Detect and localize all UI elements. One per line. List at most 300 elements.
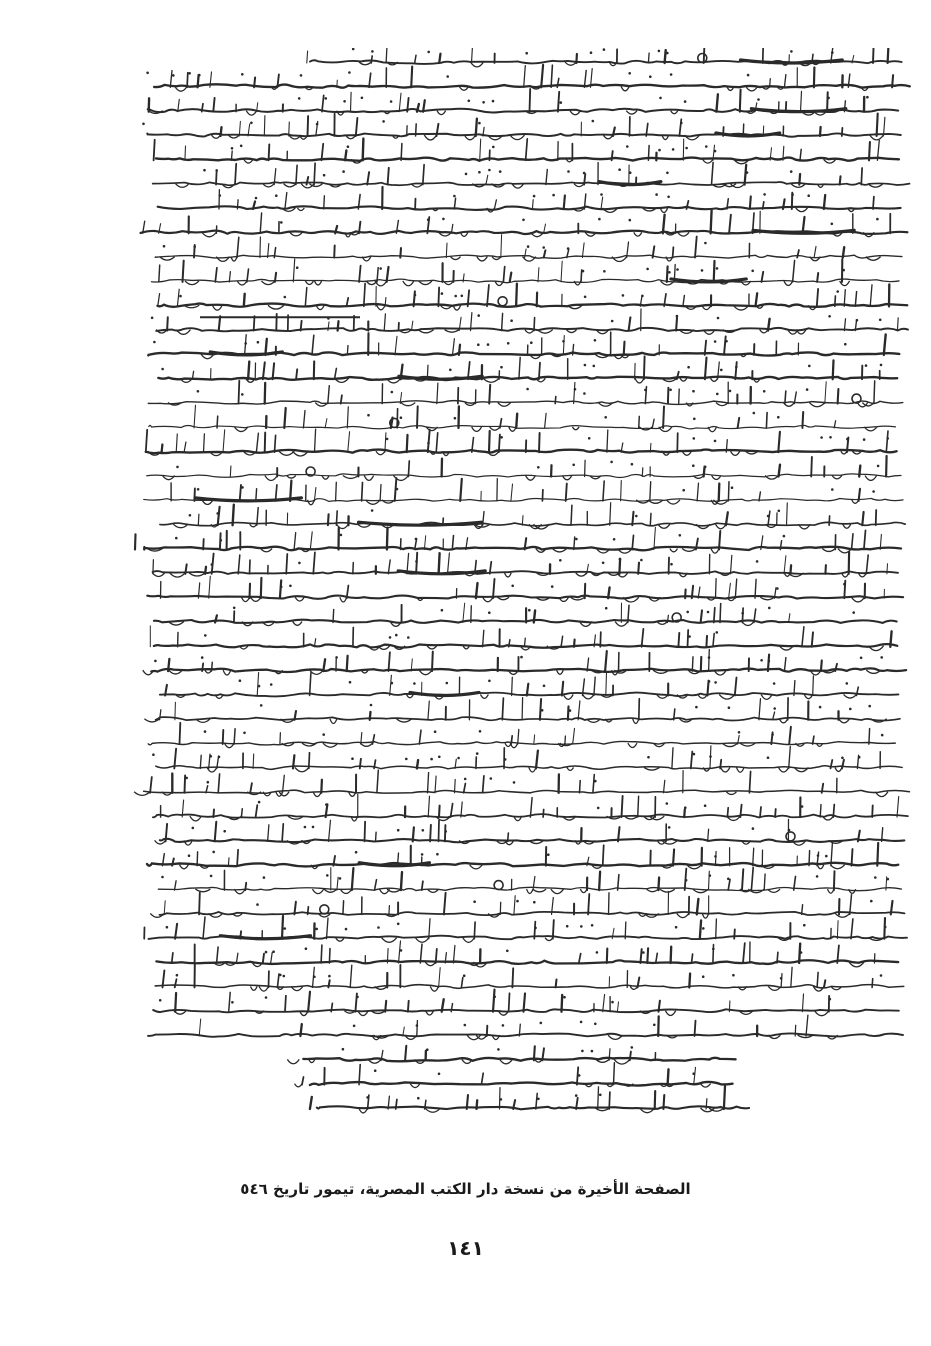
ink-dot bbox=[241, 486, 244, 489]
ink-dot bbox=[676, 268, 679, 271]
ink-stroke bbox=[763, 202, 764, 209]
ink-stroke bbox=[802, 994, 803, 1012]
ink-stroke bbox=[784, 556, 786, 574]
ink-dot bbox=[192, 827, 195, 830]
ink-stroke bbox=[487, 1026, 488, 1036]
ink-stroke bbox=[158, 206, 901, 210]
ink-stroke bbox=[268, 825, 269, 842]
ink-stroke bbox=[833, 805, 834, 818]
ink-dot bbox=[547, 853, 550, 856]
ink-stroke bbox=[362, 482, 363, 501]
ink-stroke bbox=[343, 901, 344, 915]
ink-stroke bbox=[571, 505, 572, 525]
ink-stroke bbox=[760, 807, 761, 817]
ink-dot bbox=[708, 656, 711, 659]
ink-dot bbox=[427, 51, 430, 54]
ink-dot bbox=[670, 563, 673, 566]
ink-dot bbox=[426, 1048, 429, 1051]
ink-stroke bbox=[869, 142, 870, 160]
ink-stroke bbox=[644, 356, 645, 379]
ink-stroke bbox=[154, 644, 897, 648]
ink-dot bbox=[500, 436, 503, 439]
ink-stroke bbox=[312, 889, 323, 894]
ink-stroke bbox=[223, 430, 225, 452]
ink-stroke bbox=[508, 833, 509, 841]
ink-stroke bbox=[217, 947, 219, 963]
ink-dot bbox=[395, 634, 398, 637]
ink-stroke bbox=[817, 289, 818, 306]
ink-stroke bbox=[825, 565, 826, 574]
ink-stroke bbox=[385, 298, 386, 307]
ink-dot bbox=[391, 391, 394, 394]
ink-dot bbox=[567, 170, 570, 173]
ink-dot bbox=[659, 97, 662, 100]
ink-dot bbox=[591, 924, 594, 927]
ink-stroke bbox=[396, 1100, 397, 1110]
ink-stroke bbox=[793, 260, 795, 282]
ink-stroke bbox=[572, 427, 579, 430]
ink-dot bbox=[566, 925, 569, 928]
ink-stroke bbox=[665, 1011, 675, 1016]
ink-dot bbox=[497, 1048, 500, 1051]
ink-stroke bbox=[307, 51, 308, 63]
ink-dot bbox=[672, 148, 675, 151]
ink-stroke bbox=[198, 514, 199, 525]
ink-stroke bbox=[189, 573, 205, 576]
ink-dot bbox=[161, 368, 164, 371]
ink-stroke bbox=[509, 993, 510, 1012]
ink-stroke bbox=[706, 636, 707, 647]
ink-dot bbox=[284, 296, 287, 299]
ink-stroke bbox=[199, 893, 200, 915]
ink-dot bbox=[580, 925, 583, 928]
ink-stroke bbox=[417, 406, 418, 428]
ink-dot bbox=[668, 826, 671, 829]
ink-stroke bbox=[195, 889, 210, 892]
ink-dot bbox=[771, 733, 774, 736]
ink-dot bbox=[537, 1098, 540, 1101]
manuscript-page-image bbox=[120, 48, 920, 1168]
ink-dot bbox=[619, 558, 622, 561]
ink-dot bbox=[477, 343, 480, 346]
ink-stroke bbox=[328, 386, 330, 404]
ink-dot bbox=[714, 681, 717, 684]
ink-stroke bbox=[467, 1095, 468, 1109]
ink-stroke bbox=[295, 711, 297, 720]
ink-dot bbox=[265, 951, 268, 954]
ink-stroke bbox=[787, 503, 788, 525]
ink-stroke bbox=[852, 849, 853, 866]
ink-stroke bbox=[417, 1021, 418, 1036]
ink-stroke bbox=[388, 168, 389, 185]
ink-dot bbox=[778, 510, 781, 513]
ink-dot bbox=[441, 292, 444, 295]
ink-dot bbox=[583, 172, 586, 175]
ink-stroke bbox=[172, 953, 173, 963]
ink-stroke bbox=[348, 432, 350, 453]
ink-dot bbox=[142, 123, 145, 126]
ink-dot bbox=[527, 245, 530, 248]
ink-stroke bbox=[700, 1084, 710, 1087]
ink-stroke bbox=[574, 184, 584, 187]
ink-dot bbox=[493, 996, 496, 999]
ink-stroke bbox=[313, 552, 315, 573]
ink-stroke bbox=[213, 810, 214, 818]
ink-stroke bbox=[510, 273, 512, 282]
ink-dot bbox=[216, 512, 219, 515]
ink-stroke bbox=[308, 907, 309, 915]
ink-stroke bbox=[256, 433, 258, 452]
ink-stroke bbox=[815, 1011, 829, 1016]
ink-stroke bbox=[437, 383, 438, 404]
ink-stroke bbox=[742, 608, 743, 622]
manuscript-line bbox=[153, 794, 908, 821]
ink-dot bbox=[272, 950, 275, 953]
ink-dot bbox=[716, 631, 719, 634]
ink-stroke bbox=[706, 1099, 707, 1109]
ink-dot bbox=[692, 464, 695, 467]
ink-stroke bbox=[254, 316, 255, 331]
ink-dot bbox=[584, 364, 587, 367]
ink-stroke bbox=[534, 1046, 535, 1060]
ink-stroke bbox=[490, 427, 500, 430]
ink-dot bbox=[863, 438, 866, 441]
ink-stroke bbox=[233, 505, 234, 526]
ink-dot bbox=[243, 732, 246, 735]
manuscript-line bbox=[148, 723, 895, 748]
ink-dot bbox=[596, 951, 599, 954]
ink-stroke bbox=[716, 524, 726, 529]
manuscript-line bbox=[152, 746, 902, 772]
ink-stroke bbox=[713, 945, 714, 963]
ink-stroke bbox=[279, 451, 294, 455]
ink-dot bbox=[366, 1096, 369, 1099]
ink-dot bbox=[210, 875, 213, 878]
manuscript-line bbox=[154, 603, 897, 626]
ink-dot bbox=[500, 1098, 503, 1101]
ink-stroke bbox=[785, 391, 786, 404]
ink-stroke bbox=[221, 127, 222, 136]
manuscript-line bbox=[295, 1063, 733, 1088]
ink-stroke bbox=[205, 567, 206, 574]
ink-stroke bbox=[422, 881, 423, 890]
ink-stroke bbox=[607, 430, 608, 452]
ink-stroke bbox=[237, 200, 238, 209]
ink-stroke bbox=[244, 294, 245, 307]
ink-dot bbox=[500, 366, 503, 369]
ink-dot bbox=[434, 730, 437, 733]
ink-stroke bbox=[773, 712, 775, 720]
ink-dot bbox=[582, 270, 585, 273]
ink-stroke bbox=[310, 673, 311, 696]
ink-dot bbox=[669, 389, 672, 392]
ink-dot bbox=[591, 1050, 594, 1053]
ink-stroke bbox=[843, 524, 851, 528]
ink-dot bbox=[482, 101, 485, 104]
ink-stroke bbox=[240, 485, 241, 501]
ink-stroke bbox=[671, 947, 672, 963]
rosette-separator bbox=[698, 54, 707, 63]
ink-stroke bbox=[175, 924, 177, 939]
ink-stroke bbox=[850, 895, 852, 915]
ink-stroke bbox=[229, 272, 230, 282]
ink-dot bbox=[603, 270, 606, 273]
ink-stroke bbox=[791, 967, 792, 987]
ink-stroke bbox=[608, 587, 610, 598]
ink-dot bbox=[240, 145, 243, 148]
ink-stroke bbox=[784, 281, 793, 286]
ink-dot bbox=[640, 559, 643, 562]
ink-stroke bbox=[436, 433, 438, 452]
ink-dot bbox=[816, 875, 819, 878]
ink-stroke bbox=[724, 1086, 725, 1109]
ink-dot bbox=[717, 317, 720, 320]
ink-stroke bbox=[705, 358, 707, 380]
ink-dot bbox=[313, 976, 316, 979]
ink-dot bbox=[197, 390, 200, 393]
ink-stroke bbox=[254, 78, 255, 88]
ink-stroke bbox=[562, 682, 563, 696]
ink-dot bbox=[628, 72, 631, 75]
ink-stroke bbox=[337, 877, 338, 890]
ink-dot bbox=[541, 709, 544, 712]
ink-stroke bbox=[265, 433, 266, 453]
ink-dot bbox=[449, 369, 452, 372]
ink-stroke bbox=[364, 283, 365, 306]
ink-stroke bbox=[543, 810, 544, 818]
ink-stroke bbox=[474, 922, 475, 939]
ink-dot bbox=[685, 879, 688, 882]
ink-stroke bbox=[228, 858, 229, 866]
ink-stroke bbox=[245, 335, 247, 355]
ink-dot bbox=[836, 290, 839, 293]
ink-stroke bbox=[648, 53, 649, 63]
ink-dot bbox=[583, 392, 586, 395]
ink-stroke bbox=[851, 597, 864, 602]
ink-dot bbox=[846, 682, 849, 685]
manuscript-line bbox=[151, 259, 899, 286]
ink-dot bbox=[877, 465, 880, 468]
ink-dot bbox=[421, 853, 424, 856]
ink-dot bbox=[416, 1024, 419, 1027]
ink-stroke bbox=[668, 388, 669, 404]
ink-dot bbox=[676, 315, 679, 318]
ink-dot bbox=[613, 538, 616, 541]
ink-dot bbox=[747, 74, 750, 77]
manuscript-line bbox=[148, 332, 899, 359]
ink-dot bbox=[275, 194, 278, 197]
ink-stroke bbox=[603, 994, 605, 1011]
ink-stroke bbox=[822, 549, 835, 552]
ink-dot bbox=[342, 170, 345, 173]
ink-stroke bbox=[762, 272, 764, 282]
ink-stroke bbox=[673, 849, 674, 865]
ink-dot bbox=[175, 537, 178, 540]
ink-stroke bbox=[175, 702, 176, 720]
ink-dot bbox=[185, 777, 188, 780]
ink-dot bbox=[476, 752, 479, 755]
ink-stroke bbox=[726, 792, 736, 795]
ink-dot bbox=[618, 168, 621, 171]
ink-stroke bbox=[551, 889, 564, 894]
ink-dot bbox=[560, 101, 563, 104]
ink-dot bbox=[506, 950, 509, 953]
ink-stroke bbox=[711, 378, 718, 381]
ink-stroke bbox=[566, 330, 576, 333]
ink-dot bbox=[241, 73, 244, 76]
ink-stroke bbox=[205, 670, 211, 673]
ink-dot bbox=[540, 1022, 543, 1025]
ink-dot bbox=[244, 342, 247, 345]
ink-dot bbox=[342, 1048, 345, 1051]
ink-dot bbox=[345, 928, 348, 931]
ink-stroke bbox=[472, 48, 473, 63]
heading-word-stroke bbox=[210, 352, 282, 355]
ink-stroke bbox=[659, 1001, 660, 1012]
ink-stroke bbox=[167, 317, 168, 330]
ink-dot bbox=[828, 315, 831, 318]
ink-stroke bbox=[837, 921, 838, 939]
ink-dot bbox=[783, 535, 786, 538]
ink-dot bbox=[197, 488, 200, 491]
ink-stroke bbox=[729, 215, 731, 234]
ink-stroke bbox=[160, 522, 905, 525]
ink-dot bbox=[427, 218, 430, 221]
ink-stroke bbox=[652, 419, 654, 428]
ink-dot bbox=[355, 851, 358, 854]
ink-dot bbox=[829, 436, 832, 439]
ink-stroke bbox=[156, 328, 908, 331]
ink-stroke bbox=[343, 476, 358, 479]
ink-stroke bbox=[498, 403, 511, 407]
ink-stroke bbox=[202, 663, 203, 671]
ink-stroke bbox=[872, 979, 873, 988]
ink-stroke bbox=[588, 894, 589, 914]
ink-stroke bbox=[284, 408, 285, 428]
ink-dot bbox=[641, 295, 644, 298]
ink-stroke bbox=[371, 56, 372, 63]
ink-stroke bbox=[679, 389, 680, 404]
ink-stroke bbox=[480, 139, 481, 160]
ink-stroke bbox=[470, 865, 483, 869]
ink-stroke bbox=[365, 822, 366, 842]
ink-stroke bbox=[511, 736, 512, 744]
ink-stroke bbox=[825, 382, 826, 404]
ink-stroke bbox=[170, 573, 186, 577]
ink-stroke bbox=[516, 284, 517, 307]
ink-stroke bbox=[712, 162, 714, 184]
ink-stroke bbox=[573, 728, 575, 744]
ink-stroke bbox=[534, 922, 535, 939]
ink-stroke bbox=[453, 339, 455, 355]
ink-stroke bbox=[658, 1016, 659, 1036]
ink-dot bbox=[530, 341, 533, 344]
ink-stroke bbox=[585, 460, 586, 476]
ink-stroke bbox=[185, 564, 186, 573]
ink-stroke bbox=[419, 730, 421, 744]
ink-stroke bbox=[870, 285, 872, 307]
ink-dot bbox=[776, 587, 779, 590]
ink-stroke bbox=[159, 265, 160, 282]
ink-stroke bbox=[576, 573, 587, 576]
ink-dot bbox=[603, 48, 606, 51]
ink-stroke bbox=[522, 698, 523, 720]
ink-stroke bbox=[556, 980, 557, 988]
ink-dot bbox=[575, 538, 578, 541]
ink-stroke bbox=[557, 670, 564, 674]
ink-dot bbox=[325, 803, 328, 806]
ink-stroke bbox=[345, 150, 346, 160]
ink-dot bbox=[881, 734, 884, 737]
ink-stroke bbox=[682, 549, 696, 552]
ink-stroke bbox=[729, 1001, 730, 1012]
ink-dot bbox=[773, 707, 776, 710]
ink-dot bbox=[352, 48, 355, 50]
ink-stroke bbox=[603, 845, 604, 866]
ink-dot bbox=[436, 853, 439, 856]
ink-stroke bbox=[701, 657, 702, 671]
ink-stroke bbox=[809, 851, 810, 866]
ink-dot bbox=[542, 246, 545, 249]
ink-stroke bbox=[312, 335, 314, 355]
ink-stroke bbox=[338, 321, 339, 330]
ink-stroke bbox=[146, 430, 147, 452]
ink-stroke bbox=[734, 930, 735, 939]
ink-stroke bbox=[835, 913, 849, 917]
ink-dot bbox=[716, 267, 719, 270]
ink-stroke bbox=[851, 919, 853, 939]
ink-dot bbox=[400, 949, 403, 952]
ink-stroke bbox=[724, 336, 726, 355]
ink-dot bbox=[488, 169, 491, 172]
ink-dot bbox=[465, 173, 468, 176]
ink-stroke bbox=[223, 730, 224, 744]
ink-stroke bbox=[322, 95, 324, 111]
ink-stroke bbox=[740, 805, 741, 817]
ink-stroke bbox=[886, 456, 887, 477]
ink-stroke bbox=[369, 73, 371, 87]
ink-dot bbox=[679, 534, 682, 537]
ink-dot bbox=[611, 1001, 614, 1004]
ink-dot bbox=[846, 438, 849, 441]
ink-stroke bbox=[672, 748, 673, 769]
rosette-separator bbox=[498, 297, 507, 306]
ink-dot bbox=[876, 218, 879, 221]
ink-stroke bbox=[886, 431, 888, 452]
ink-dot bbox=[371, 509, 374, 512]
ink-stroke bbox=[176, 434, 177, 452]
ink-stroke bbox=[308, 116, 309, 136]
ink-stroke bbox=[428, 701, 429, 720]
ink-stroke bbox=[445, 825, 446, 841]
ink-stroke bbox=[328, 514, 329, 525]
ink-dot bbox=[685, 147, 688, 150]
ink-dot bbox=[825, 855, 828, 858]
ink-dot bbox=[511, 585, 514, 588]
rosette-separator bbox=[320, 905, 329, 914]
ink-stroke bbox=[289, 122, 290, 136]
ink-stroke bbox=[395, 336, 397, 355]
ink-dot bbox=[438, 756, 441, 759]
ink-dot bbox=[316, 123, 319, 126]
ink-stroke bbox=[336, 511, 337, 525]
ink-stroke bbox=[811, 457, 812, 477]
manuscript-line bbox=[148, 89, 899, 115]
ink-dot bbox=[760, 659, 763, 662]
ink-stroke bbox=[451, 257, 461, 260]
ink-dot bbox=[865, 364, 868, 367]
ink-stroke bbox=[768, 511, 770, 525]
